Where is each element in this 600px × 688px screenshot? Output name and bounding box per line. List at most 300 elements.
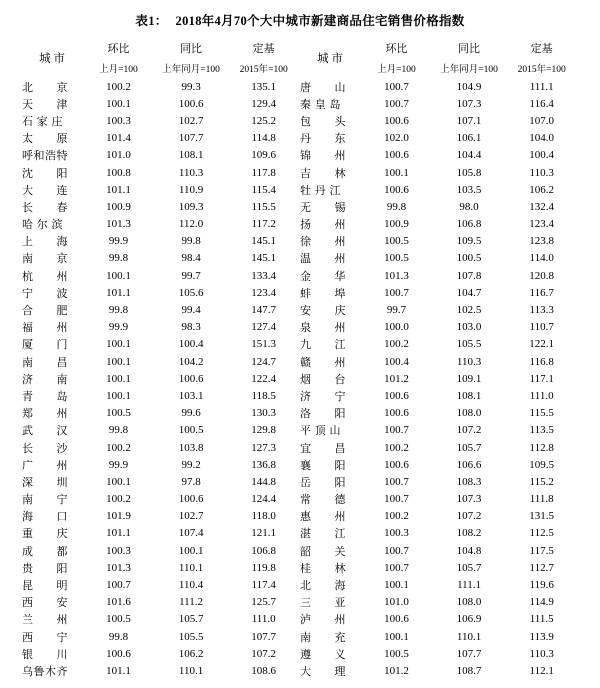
mom-value-right: 100.6 [384,407,409,420]
base-value-right: 114.0 [529,252,554,265]
yoy-value-right: 103.5 [456,183,482,196]
yoy-value-left: 98.3 [181,321,201,334]
base-value-left: 127.4 [251,321,277,334]
mom-value-right: 100.1 [384,166,409,179]
base-value-left: 124.4 [251,493,277,506]
mom-value-left: 100.1 [106,389,131,402]
base-value-right: 109.5 [529,458,555,471]
city-name-left: 天 津 [22,98,68,111]
yoy-value-right: 107.3 [456,97,482,110]
mom-value-right: 100.2 [384,510,409,523]
header-sub-mom-left: 上月=100 [99,65,138,75]
mom-value-left: 100.1 [106,355,131,368]
city-name-left: 武 汉 [22,425,68,438]
base-value-left: 119.8 [251,561,276,574]
yoy-value-left: 107.4 [178,527,204,540]
base-value-left: 145.1 [251,252,277,265]
mom-value-left: 99.8 [108,630,129,643]
mom-value-right: 100.2 [384,338,409,351]
mom-value-left: 101.9 [106,510,131,523]
mom-value-left: 100.1 [106,97,131,110]
city-name-left: 北 京 [22,81,68,94]
yoy-value-left: 102.7 [178,510,204,523]
mom-value-right: 99.7 [386,304,407,317]
city-name-right: 洛 阳 [299,408,346,421]
yoy-value-left: 103.1 [178,389,204,402]
base-value-left: 117.2 [251,218,276,231]
mom-value-left: 99.8 [108,252,129,265]
city-name-right: 包 头 [299,115,346,128]
mom-value-left: 100.9 [106,200,131,213]
city-name-right: 泸 州 [299,614,346,627]
base-value-right: 110.3 [529,166,554,179]
table-row [22,267,578,284]
yoy-value-right: 108.1 [456,389,482,402]
mom-value-right: 100.6 [384,114,409,127]
base-value-left: 151.3 [251,338,277,351]
mom-value-left: 100.1 [106,475,131,488]
mom-value-left: 100.1 [106,269,131,282]
yoy-value-right: 106.6 [456,458,482,471]
base-value-left: 144.8 [251,475,277,488]
city-name-right: 宜 昌 [299,442,346,455]
yoy-value-right: 107.1 [456,114,482,127]
mom-value-right: 100.1 [384,630,409,643]
mom-value-right: 102.0 [384,132,409,145]
header-group-base-left: 定基 [252,43,275,55]
city-name-right: 济 宁 [299,390,346,403]
table-row [22,147,578,164]
mom-value-right: 100.7 [384,80,409,93]
yoy-value-left: 106.2 [178,647,204,660]
city-name-left: 海 口 [22,511,68,524]
yoy-value-left: 108.1 [178,149,204,162]
city-name-right: 惠 州 [299,511,346,524]
base-value-left: 111.0 [251,613,276,626]
base-value-right: 111.1 [529,80,554,93]
table-row [22,491,578,508]
yoy-value-left: 99.3 [181,80,201,93]
mom-value-right: 100.7 [384,424,409,437]
city-name-left: 成 都 [22,545,68,558]
mom-value-left: 101.1 [106,286,131,299]
city-name-right: 北 海 [299,580,346,593]
table-row [22,301,578,318]
yoy-value-right: 107.2 [456,424,482,437]
yoy-value-right: 107.8 [456,269,482,282]
city-name-left: 昆 明 [22,580,68,593]
mom-value-left: 101.1 [106,183,131,196]
base-value-right: 112.1 [529,664,554,677]
base-value-left: 125.2 [251,114,277,127]
table-row [22,542,578,559]
mom-value-left: 100.3 [106,114,131,127]
table-row [22,645,578,662]
city-name-right: 锦 州 [299,150,346,163]
city-name-left: 南 昌 [22,356,68,369]
yoy-value-right: 109.5 [456,235,482,248]
city-name-left: 大 连 [22,184,68,197]
yoy-value-right: 108.3 [456,475,482,488]
yoy-value-left: 100.4 [178,338,204,351]
city-name-left: 合 肥 [22,305,68,318]
yoy-value-right: 107.2 [456,510,482,523]
city-name-right: 岳 阳 [299,476,346,489]
base-value-right: 104.0 [529,132,555,145]
city-name-right: 牡 丹 江 [299,184,341,197]
base-value-right: 112.8 [529,441,554,454]
table-row [22,576,578,593]
yoy-value-left: 110.3 [178,166,204,179]
table-row [22,198,578,215]
table-row [22,405,578,422]
yoy-value-right: 107.3 [456,493,482,506]
mom-value-right: 100.5 [384,647,409,660]
base-value-right: 100.4 [529,149,555,162]
mom-value-left: 100.5 [106,407,131,420]
city-name-left: 福 州 [22,322,68,335]
base-value-left: 147.7 [251,304,277,317]
yoy-value-left: 107.7 [178,132,204,145]
table-row [22,284,578,301]
yoy-value-right: 105.5 [456,338,482,351]
mom-value-right: 100.5 [384,235,409,248]
yoy-value-left: 99.2 [181,458,201,471]
base-value-left: 115.4 [251,183,276,196]
mom-value-left: 99.8 [108,304,129,317]
base-value-left: 125.7 [251,596,277,609]
yoy-value-right: 106.1 [456,132,482,145]
table-row [22,594,578,611]
table-row [22,370,578,387]
table-row [22,250,578,267]
city-name-right: 无 锡 [299,201,346,214]
yoy-value-left: 99.8 [181,235,201,248]
city-name-right: 扬 州 [299,219,346,232]
base-value-left: 121.1 [251,527,277,540]
base-value-left: 117.4 [251,579,276,592]
mom-value-right: 100.6 [384,183,409,196]
mom-value-left: 100.6 [106,647,131,660]
mom-value-left: 99.9 [108,235,129,248]
city-name-right: 遵 义 [299,648,346,661]
yoy-value-left: 105.7 [178,613,204,626]
yoy-value-right: 102.5 [456,304,482,317]
base-value-right: 107.0 [529,114,555,127]
mom-value-right: 100.7 [384,475,409,488]
mom-value-left: 100.1 [106,338,131,351]
city-name-right: 湛 江 [299,528,346,541]
mom-value-right: 100.6 [384,389,409,402]
yoy-value-left: 103.8 [178,441,204,454]
mom-value-left: 100.8 [106,166,131,179]
mom-value-left: 100.5 [106,613,131,626]
base-value-right: 112.7 [529,561,554,574]
city-name-left: 广 州 [22,459,68,472]
yoy-value-right: 108.0 [456,407,482,420]
city-name-left: 南 宁 [22,494,68,507]
base-value-left: 136.8 [251,458,277,471]
yoy-value-left: 100.6 [178,97,204,110]
city-name-left: 乌鲁木齐 [22,665,68,678]
city-name-right: 蚌 埠 [299,287,346,300]
base-value-right: 123.8 [529,235,555,248]
yoy-value-left: 99.7 [181,269,201,282]
table-row [22,319,578,336]
base-value-left: 114.8 [251,132,276,145]
base-value-left: 145.1 [251,235,277,248]
base-value-left: 109.6 [251,149,277,162]
yoy-value-right: 107.7 [456,647,482,660]
city-name-left: 西 宁 [22,631,68,644]
base-value-right: 123.4 [529,218,555,231]
yoy-value-right: 104.4 [456,149,482,162]
mom-value-right: 100.5 [384,252,409,265]
yoy-value-right: 105.7 [456,441,482,454]
mom-value-left: 100.7 [106,579,131,592]
table-row [22,508,578,525]
yoy-value-left: 98.4 [181,252,201,265]
base-value-right: 113.3 [529,304,554,317]
city-name-left: 上 海 [22,236,68,249]
city-name-right: 吉 林 [299,167,346,180]
mom-value-right: 101.0 [384,596,409,609]
base-value-right: 122.1 [529,338,555,351]
yoy-value-left: 112.0 [178,218,204,231]
mom-value-left: 100.3 [106,544,131,557]
table-label: 表1： [135,14,168,28]
table-title-text: 2018年4月70个大中城市新建商品住宅销售价格指数 [175,14,465,28]
yoy-value-right: 111.1 [457,579,482,592]
yoy-value-right: 106.8 [456,218,482,231]
mom-value-right: 101.2 [384,372,409,385]
table-row [22,456,578,473]
mom-value-left: 100.2 [106,493,131,506]
mom-value-left: 101.1 [106,527,131,540]
yoy-value-right: 105.7 [456,561,482,574]
table-header-groups [22,38,578,58]
city-name-left: 兰 州 [22,614,68,627]
yoy-value-right: 104.7 [456,286,482,299]
yoy-value-right: 104.8 [456,544,482,557]
city-name-right: 安 庆 [299,305,346,318]
header-city-left: 城 市 [39,53,66,65]
yoy-value-left: 100.6 [178,493,204,506]
city-name-right: 桂 林 [299,562,346,575]
city-name-left: 太 原 [22,133,68,146]
yoy-value-right: 110.3 [456,355,482,368]
mom-value-right: 100.6 [384,149,409,162]
city-name-right: 丹 东 [299,133,346,146]
yoy-value-right: 104.9 [456,80,482,93]
mom-value-right: 100.7 [384,561,409,574]
header-sub-base-left: 2015年=100 [239,65,288,75]
mom-value-right: 99.8 [386,200,407,213]
table-row [22,473,578,490]
mom-value-left: 99.9 [108,321,129,334]
mom-value-left: 101.4 [106,132,131,145]
city-name-left: 杭 州 [22,270,68,283]
base-value-right: 120.8 [529,269,555,282]
base-value-right: 119.6 [529,579,554,592]
mom-value-right: 100.7 [384,493,409,506]
yoy-value-left: 105.6 [178,286,204,299]
base-value-right: 117.1 [529,372,554,385]
mom-value-right: 100.6 [384,458,409,471]
base-value-left: 107.7 [251,630,277,643]
table-row [22,422,578,439]
base-value-left: 123.4 [251,286,277,299]
base-value-left: 129.4 [251,97,277,110]
header-sub-yoy-left: 上年同月=100 [162,65,220,75]
base-value-right: 115.5 [529,407,554,420]
yoy-value-right: 108.7 [456,664,482,677]
city-name-right: 大 理 [299,665,346,678]
city-name-right: 赣 州 [299,356,346,369]
city-name-left: 南 京 [22,253,68,266]
yoy-value-left: 110.4 [178,579,204,592]
city-name-left: 宁 波 [22,287,68,300]
header-sub-mom-right: 上月=100 [377,65,416,75]
mom-value-right: 100.3 [384,527,409,540]
yoy-value-left: 100.5 [178,424,204,437]
base-value-right: 111.5 [529,613,554,626]
base-value-right: 110.3 [529,647,554,660]
header-group-yoy-right: 同比 [458,43,481,55]
mom-value-right: 100.6 [384,613,409,626]
city-name-left: 呼和浩特 [22,150,68,163]
base-value-left: 127.3 [251,441,277,454]
base-value-right: 111.8 [529,493,554,506]
yoy-value-left: 110.1 [178,561,204,574]
table-row [22,662,578,679]
city-name-right: 三 亚 [299,597,346,610]
header-group-base-right: 定基 [530,43,553,55]
base-value-right: 131.5 [529,510,555,523]
base-value-right: 111.0 [529,389,554,402]
table-title [0,0,600,38]
base-value-left: 135.1 [251,80,277,93]
yoy-value-left: 100.6 [178,372,204,385]
mom-value-right: 100.7 [384,544,409,557]
header-group-mom-left: 环比 [107,43,130,55]
table-row [22,181,578,198]
table-row [22,95,578,112]
base-value-right: 113.9 [529,630,554,643]
base-value-left: 108.6 [251,664,277,677]
city-name-left: 长 沙 [22,442,68,455]
yoy-value-right: 106.9 [456,613,482,626]
table-row [22,387,578,404]
city-name-right: 韶 关 [299,545,346,558]
mom-value-left: 99.8 [108,424,129,437]
city-name-left: 济 南 [22,373,68,386]
mom-value-left: 101.1 [106,664,131,677]
yoy-value-right: 103.0 [456,321,482,334]
header-group-mom-right: 环比 [385,43,408,55]
yoy-value-left: 102.7 [178,114,204,127]
header-city-right: 城 市 [317,53,343,65]
table-row [22,112,578,129]
city-name-right: 襄 阳 [299,459,346,472]
mom-value-left: 99.9 [108,458,129,471]
table-row [22,559,578,576]
city-name-left: 青 岛 [22,390,68,403]
table-row [22,353,578,370]
yoy-value-right: 109.1 [456,372,482,385]
mom-value-right: 100.7 [384,97,409,110]
yoy-value-left: 100.1 [178,544,204,557]
base-value-right: 106.2 [529,183,555,196]
city-name-right: 常 德 [299,494,346,507]
base-value-right: 113.5 [529,424,554,437]
base-value-left: 130.3 [251,407,277,420]
yoy-value-left: 99.4 [181,304,201,317]
city-name-right: 唐 山 [299,81,346,94]
mom-value-left: 101.3 [106,561,131,574]
base-value-right: 116.4 [529,97,554,110]
city-name-right: 南 充 [299,631,346,644]
base-value-left: 129.8 [251,424,277,437]
mom-value-right: 100.2 [384,441,409,454]
table-row [22,611,578,628]
base-value-left: 107.2 [251,647,277,660]
table-row [22,164,578,181]
yoy-value-left: 109.3 [178,200,204,213]
table-row [22,628,578,645]
yoy-value-left: 97.8 [181,475,201,488]
mom-value-right: 100.9 [384,218,409,231]
yoy-value-right: 98.0 [459,200,479,213]
base-value-left: 115.5 [251,200,276,213]
table-row [22,78,578,95]
base-value-right: 110.7 [529,321,554,334]
city-name-left: 深 圳 [22,476,68,489]
yoy-value-left: 99.6 [181,407,201,420]
city-name-left: 石 家 庄 [22,115,63,128]
mom-value-right: 101.3 [384,269,409,282]
city-name-right: 泉 州 [299,322,346,335]
city-name-left: 哈 尔 滨 [22,219,63,232]
city-name-left: 西 安 [22,597,68,610]
yoy-value-right: 110.1 [456,630,482,643]
mom-value-left: 100.2 [106,441,131,454]
mom-value-right: 100.0 [384,321,409,334]
header-sub-yoy-right: 上年同月=100 [440,65,498,75]
yoy-value-right: 108.2 [456,527,482,540]
mom-value-right: 100.1 [384,579,409,592]
base-value-left: 118.5 [251,389,276,402]
mom-value-left: 100.1 [106,372,131,385]
city-name-right: 温 州 [299,253,346,266]
table-row [22,216,578,233]
base-value-left: 122.4 [251,372,277,385]
base-value-left: 106.8 [251,544,277,557]
yoy-value-left: 111.2 [179,596,204,609]
city-name-left: 郑 州 [22,408,68,421]
city-name-left: 重 庆 [22,528,68,541]
base-value-right: 132.4 [529,200,555,213]
yoy-value-right: 100.5 [456,252,482,265]
base-value-left: 117.8 [251,166,276,179]
mom-value-left: 101.6 [106,596,131,609]
city-name-right: 金 华 [299,270,346,283]
yoy-value-left: 105.5 [178,630,204,643]
table-row [22,130,578,147]
city-name-left: 厦 门 [22,339,68,352]
mom-value-left: 100.2 [106,80,131,93]
city-name-left: 贵 阳 [22,562,68,575]
